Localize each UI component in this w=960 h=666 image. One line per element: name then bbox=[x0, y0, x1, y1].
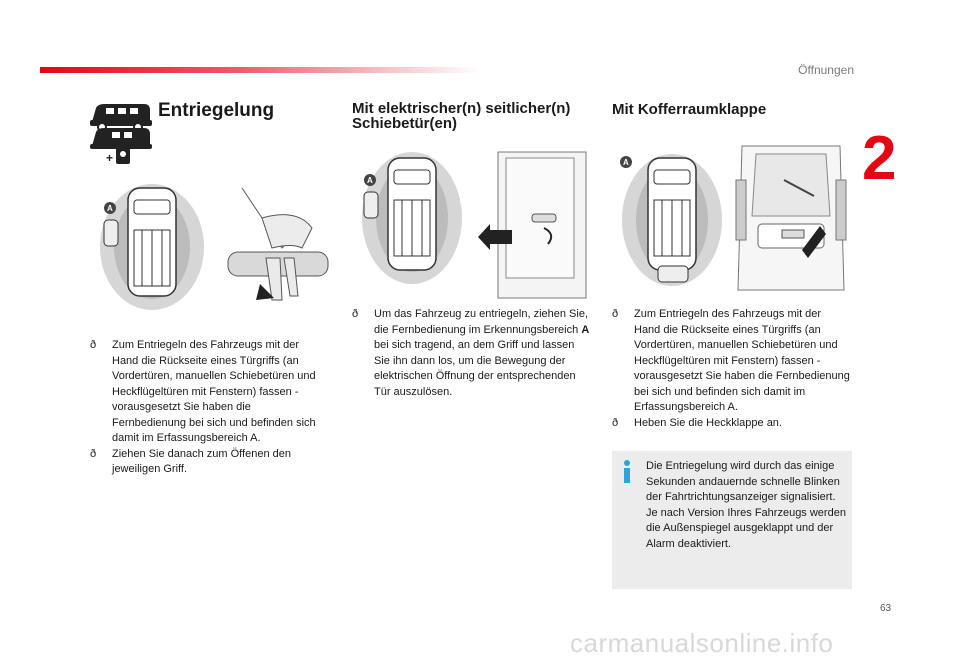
detection-zone-figure-2 bbox=[358, 148, 464, 288]
list-item bbox=[90, 447, 326, 478]
bullet-text: Zum Entriegeln des Fahrzeugs mit der Hand die Rückseite eines Türgriffs (an Vordertüren, manuellen Schiebetüren und Heckflügeltüren mit Fenstern) fassen - vorausgesetzt Sie haben die Fernbedienung bei sich und befinden sich damit im Erfassungsbereich A. bbox=[634, 308, 850, 413]
tailgate-figure bbox=[734, 140, 848, 300]
section-heading-tailgate: Mit Kofferraumklappe bbox=[612, 101, 767, 118]
list-item bbox=[612, 416, 850, 432]
sliding-door-figure bbox=[478, 148, 590, 300]
info-icon bbox=[620, 459, 634, 483]
vehicle-variants-icon bbox=[86, 96, 156, 166]
detection-zone-figure-1 bbox=[98, 182, 206, 312]
section-heading-sliding-door: Mit elektrischer(n) seitlicher(n) Schiebetür(en) bbox=[352, 100, 571, 132]
zone-label-bold: A bbox=[581, 323, 590, 336]
list-item bbox=[90, 338, 326, 447]
chapter-title: Öffnungen bbox=[798, 63, 854, 77]
instructions-unlocking bbox=[90, 338, 326, 478]
header-accent-bar bbox=[40, 67, 480, 73]
hand-door-handle-figure bbox=[222, 188, 332, 308]
info-text: Die Entriegelung wird durch das einige Sekunden andauernde schnelle Blinken der Fahrtrichtungsanzeiger signalisiert. Je nach Version Ihres Fahrzeugs werden die Außenspiegel ausgeklappt und der Alarm deaktiviert. bbox=[646, 460, 846, 550]
list-item bbox=[612, 307, 850, 416]
bullet-text: Heben Sie die Heckklappe an. bbox=[634, 416, 782, 429]
detection-zone-figure-3 bbox=[618, 150, 724, 294]
list-item bbox=[352, 307, 590, 400]
svg-text:A: A bbox=[367, 176, 373, 185]
bullet-text: Um das Fahrzeug zu entriegeln, ziehen Sie, die Fernbedienung im Erkennungsbereich bbox=[374, 308, 589, 336]
svg-text:A: A bbox=[623, 158, 629, 167]
watermark: carmanualsonline.info bbox=[570, 628, 834, 658]
svg-text:A: A bbox=[107, 204, 113, 213]
svg-text:+: + bbox=[106, 151, 114, 165]
bullet-text: Ziehen Sie danach zum Öffenen den jeweiligen Griff. bbox=[112, 447, 291, 475]
info-box bbox=[612, 451, 852, 589]
chapter-number: 2 bbox=[862, 124, 897, 193]
page-number: 63 bbox=[880, 603, 892, 614]
instructions-tailgate bbox=[612, 307, 850, 431]
section-heading-unlocking: Entriegelung bbox=[158, 100, 275, 121]
instructions-sliding-door bbox=[352, 307, 590, 400]
bullet-text: Zum Entriegeln des Fahrzeugs mit der Hand die Rückseite eines Türgriffs (an Vordertüren, manuellen Schiebetüren und Heckflügeltüren mit Fenstern) fassen - vorausgesetzt Sie haben die Fernbedienung bei sich und befinden sich damit im Erfassungsbereich A. bbox=[112, 339, 316, 444]
bullet-text: bei sich tragend, an dem Griff und lassen Sie ihn dann los, um die Bewegung der elektrischen Öffnung der entsprechenden Tür auszulösen. bbox=[374, 339, 576, 398]
